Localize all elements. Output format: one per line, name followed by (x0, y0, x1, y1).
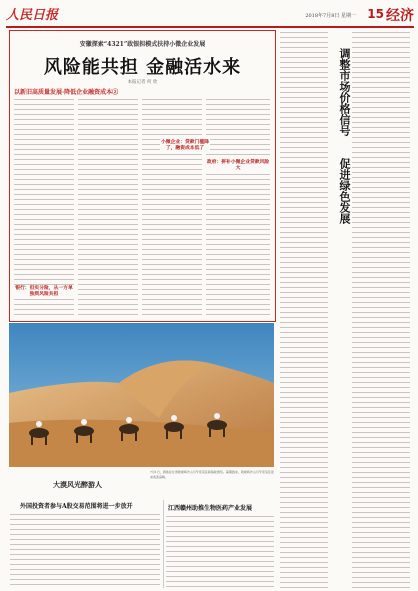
feature-column-1 (14, 97, 74, 315)
feature-kicker: 安徽探索“4321”政银担模式扶持小微企业发展 (79, 41, 206, 48)
right-column-1 (280, 30, 328, 590)
masthead (6, 4, 414, 28)
feature-column-3 (142, 97, 202, 315)
issue-date: 2018年7月8日 星期一 (305, 13, 356, 19)
bottom-left-headline: 外国投资者参与A股交易范围将进一步放开 (20, 503, 133, 510)
right-article-headline-sub: 促进绿色发展 (338, 158, 351, 224)
feature-subhead-1: 小微企业：贷款门槛降了，融资成本低了 (161, 139, 209, 151)
feature-article-box (9, 30, 276, 322)
feature-column-4 (206, 97, 270, 315)
column-divider (163, 500, 164, 588)
feature-subhead-3: 银行：但实分险，从一方单独到风险共担 (15, 285, 73, 297)
feature-headline: 风险能共担 金融活水来 (43, 57, 242, 78)
bottom-left-text (10, 512, 160, 587)
right-column-2 (352, 30, 410, 590)
feature-column-2 (78, 97, 138, 315)
right-article-headline-main: 调整市场价格信号 (338, 48, 351, 136)
series-tag: 以新旧高质量发展·降低企业融资成本② (14, 89, 119, 96)
newspaper-logo: 人民日报 (6, 8, 59, 23)
page-number: 15 (367, 7, 384, 21)
bottom-right-text (166, 514, 274, 587)
bottom-right-headline: 江西赣州助推生物医药产业发展 (168, 505, 253, 512)
feature-byline: 本报记者 何 欣 (127, 80, 158, 85)
photo-headline: 大漠风光醉游人 (53, 480, 102, 489)
photo-caption: 7月1日，游客在甘肃敦煌鸣沙山月牙泉景区骑骆驼游览。暑期到来，敦煌鸣沙山月牙泉景区迎来客流高峰。 (150, 470, 274, 479)
section-name: 经济 (386, 8, 414, 24)
feature-subhead-2: 政府：拼补小微企业贷款风险大 (206, 159, 270, 171)
desert-camel-photo (9, 323, 274, 467)
